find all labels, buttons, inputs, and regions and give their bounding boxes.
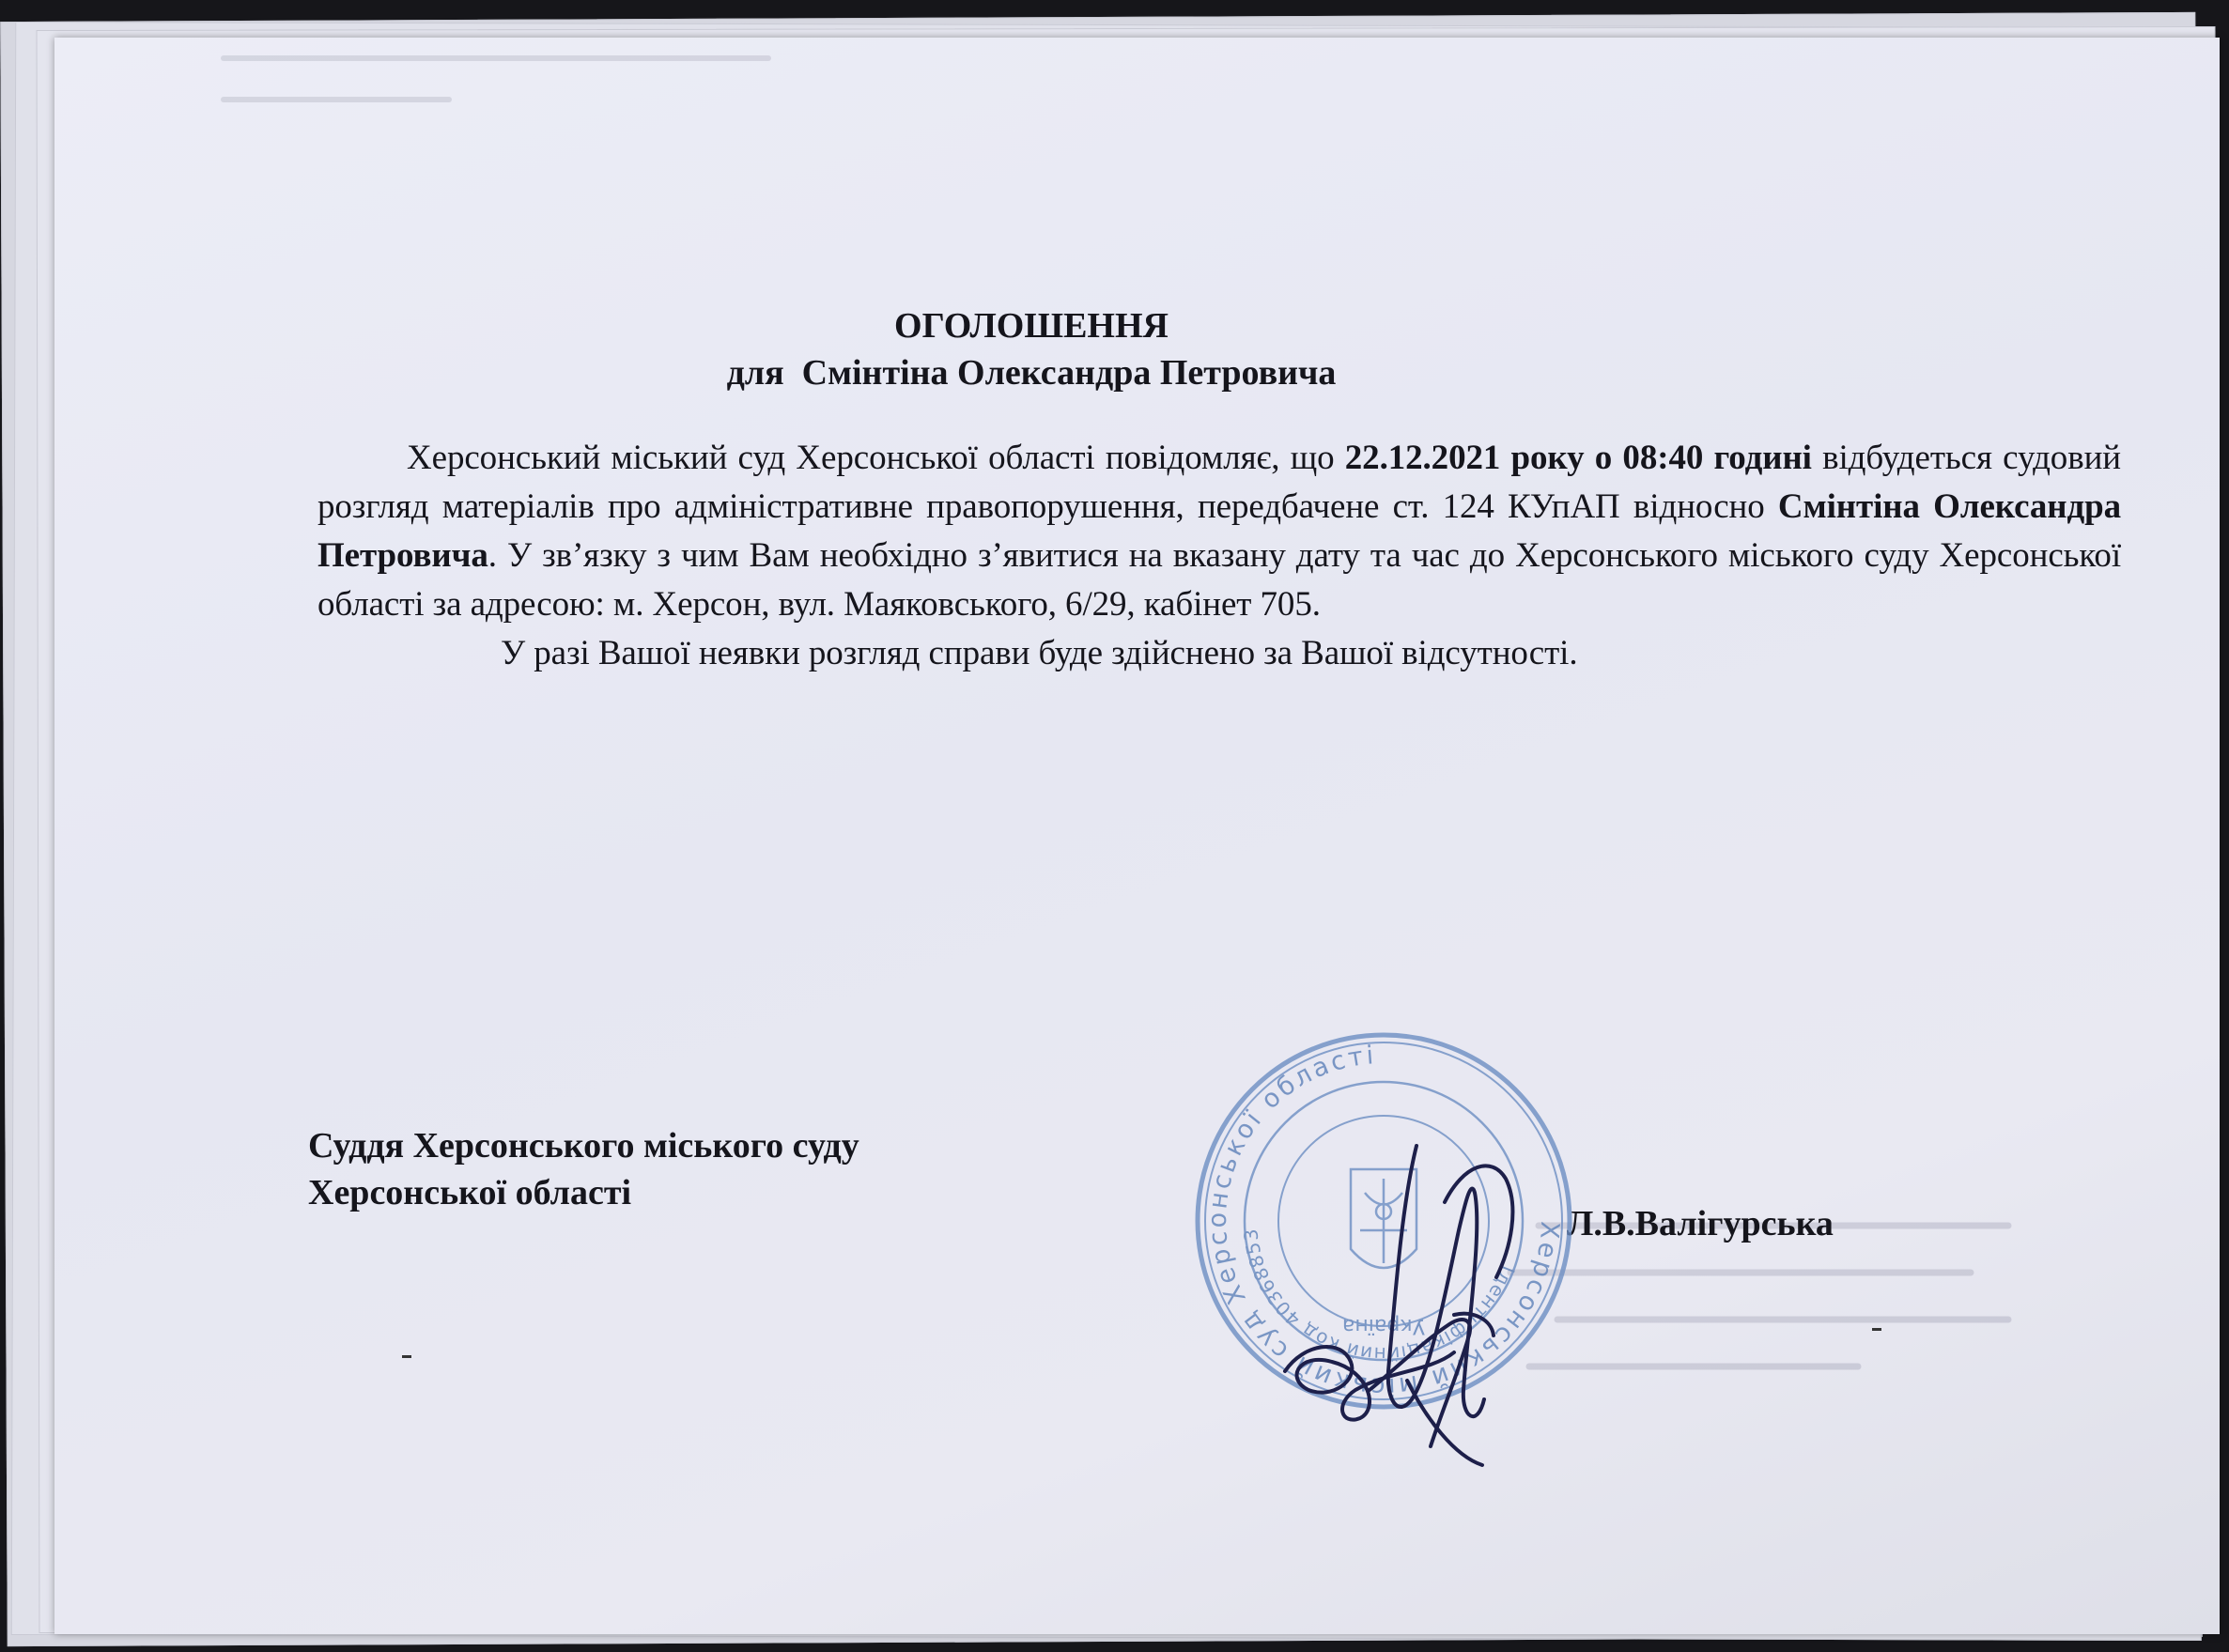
handwritten-signature — [1229, 1089, 1623, 1484]
signatory-title — [308, 1122, 859, 1216]
paragraph-text: відбудеться судовий розгляд матеріалів про адміністративне правопорушення, передбачене ст. 124 КУпАП відносно — [317, 439, 2121, 526]
document-subtitle: для Смінтіна Олександра Петровича — [726, 353, 1337, 393]
seal-inner-text: Ідентифікаційний код 40368853 — [1239, 1227, 1520, 1366]
dash-mark — [402, 1355, 411, 1358]
paragraph-text: . У зв’язку з чим Вам необхідно з’явитися на вказану дату та час до Херсонського міського суду Херсонської області за адресою: м. Херсон, вул. Маяковського, 6/29, кабінет 705. — [317, 536, 2121, 624]
announcement-sheet — [54, 38, 2220, 1634]
signatory-title-line: Суддя Херсонського міського суду — [308, 1126, 859, 1166]
defendant-name: Смінтіна Олександра Петровича — [317, 487, 2121, 575]
show-through-lines — [205, 38, 862, 122]
seal-outer-text: Херсонський міський суд Херсонської області — [1202, 1041, 1565, 1402]
absence-warning-paragraph: У разі Вашої неявки розгляд справи буде здійснено за Вашої відсутності. — [501, 634, 1578, 672]
announcement-body — [317, 434, 2121, 678]
hearing-datetime: 22.12.2021 року о 08:40 годині — [1344, 439, 1812, 477]
signatory-title-line: Херсонської області — [308, 1173, 632, 1212]
document-title: ОГОЛОШЕННЯ — [894, 306, 1169, 346]
seal-country-text: Україна — [1341, 1314, 1426, 1337]
announcement-paragraph — [317, 434, 2121, 629]
dash-mark — [1872, 1328, 1881, 1331]
show-through-marks — [205, 38, 862, 122]
signatory-name: Л.В.Валігурська — [1567, 1204, 1834, 1243]
paragraph-text: Херсонський міський суд Херсонської області повідомляє, що — [407, 439, 1345, 477]
